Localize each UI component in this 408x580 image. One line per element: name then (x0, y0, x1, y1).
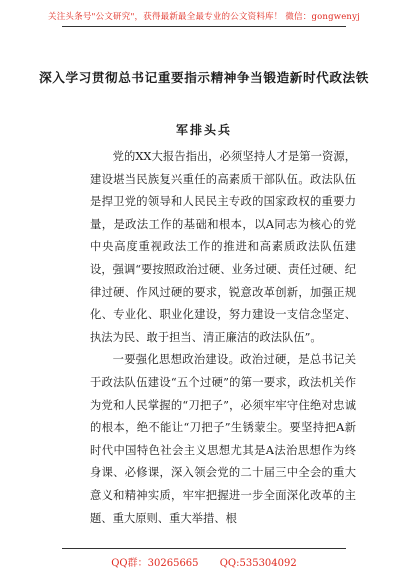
footer (0, 554, 408, 569)
header-note: 关注头条号"公文研究"，获得最新最全最专业的公文资料库！ 微信：gongwenyj (48, 12, 360, 22)
document-title: 深入学习贯彻总书记重要指示精神争当锻造新时代政法铁 (39, 70, 369, 85)
body-paragraph: 党的XX大报告指出，必须坚持人才是第一资源，建设堪当民族复兴重任的高素质干部队伍。政法队伍是捍卫党的领导和人民民主专政的国家政权的重要力量，是政法工作的基础和根本，以A同志为核心的党中央高度重视政法工作的推进和高素质政法队伍建设，强调“要按照政治过硬、业务过硬、责任过硬、纪律过硬、作风过硬的要求，锐意改革创新，加强正规化、专业化、职业化建设，努力建设一支信念坚定、执法为民、敢于担当、清正廉洁的政法队伍”。 (90, 150, 356, 344)
footer-divider (62, 548, 346, 549)
footer-qq-contact: QQ:535304092 (219, 558, 297, 569)
header-divider (62, 26, 346, 27)
document-body (90, 146, 356, 530)
footer-qq-group: QQ群：30265665 (111, 558, 199, 569)
body-paragraph: 一要强化思想政治建设。政治过硬，是总书记关于政法队伍建设“五个过硬”的第一要求，政法机关作为党和人民掌握的“刀把子”，必须牢牢守住绝对忠诚的根本，绝不能让“刀把子”生锈蒙尘。要坚持把A新时代中国特色社会主义思想尤其是A法治思想作为终身课、必修课，深入领会党的二十届三中全会的重大意义和精神实质，牢牢把握进一步全面深化改革的主题、重大原则、重大举措、根 (90, 353, 356, 525)
document-title-continued: 军排头兵 (175, 123, 232, 137)
